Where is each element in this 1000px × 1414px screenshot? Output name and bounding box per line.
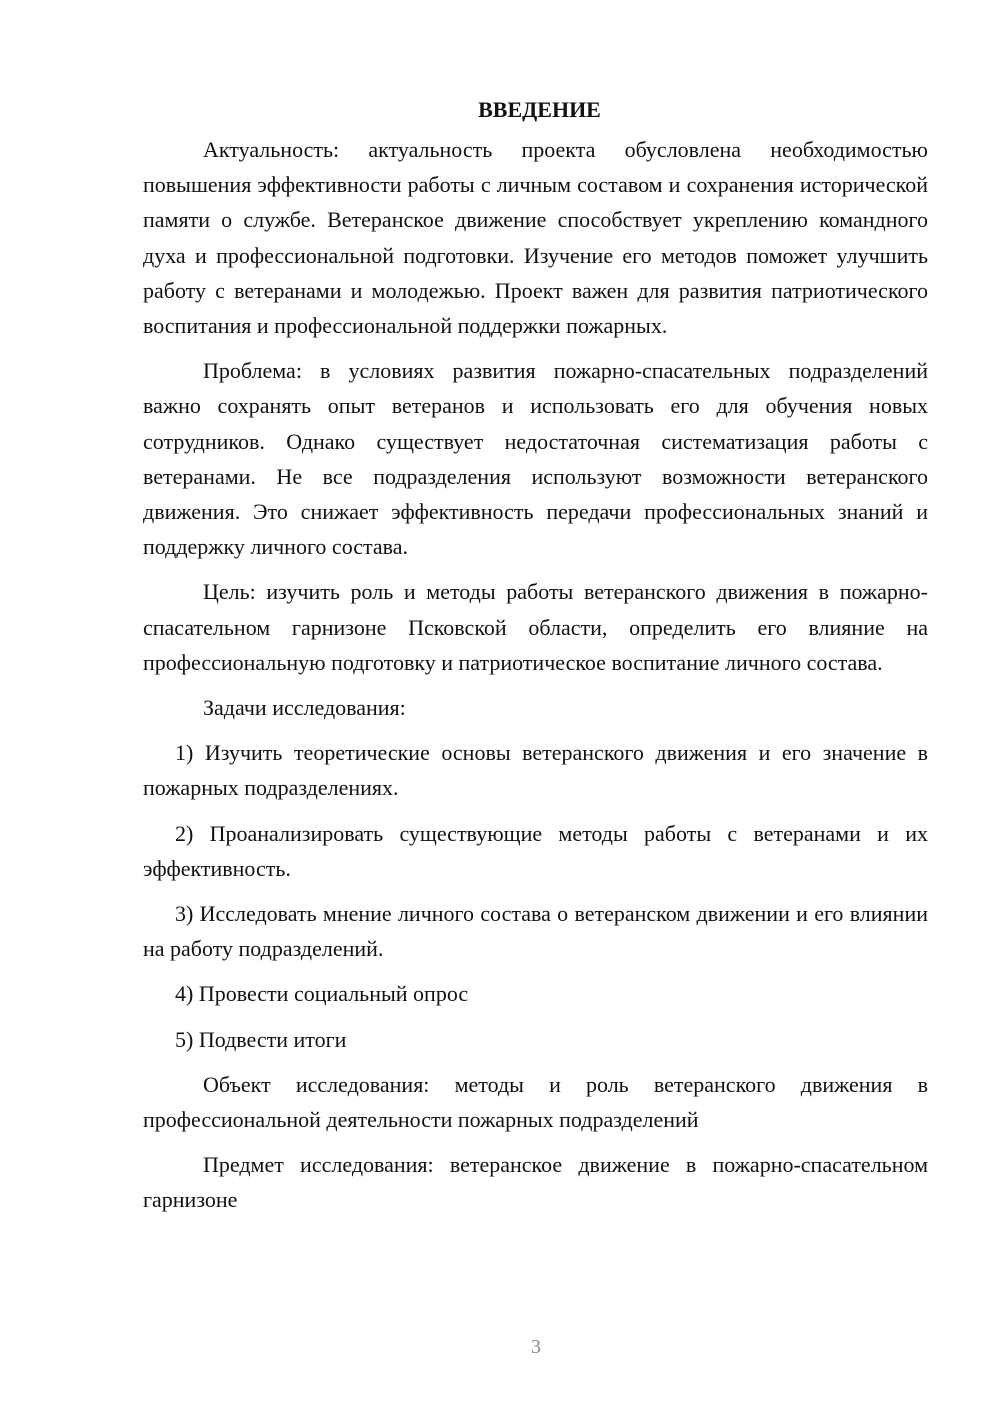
goal-paragraph: Цель: изучить роль и методы работы ветеранского движения в пожарно-спасательном гарнизоне Псковской области, определить его влияние на профессиональную подготовку и патриотическое воспитание личного состава.	[143, 579, 928, 675]
tasks-heading: Задачи исследования:	[203, 695, 406, 721]
task-item-2: 2) Проанализировать существующие методы работы с ветеранами и их эффективность.	[143, 820, 928, 881]
task-item-4: 4) Провести социальный опрос	[175, 981, 469, 1007]
task-item-5: 5) Подвести итоги	[175, 1026, 347, 1052]
page-number: 3	[531, 1336, 541, 1358]
task-item-3: 3) Исследовать мнение личного состава о ветеранском движении и его влиянии на работу подразделений.	[143, 901, 928, 962]
task-item-1: 1) Изучить теоретические основы ветеранского движения и его значение в пожарных подразделениях.	[143, 740, 928, 801]
relevance-paragraph: Актуальность: актуальность проекта обусловлена необходимостью повышения эффективности работы с личным составом и сохранения исторической памяти о службе. Ветеранское движение способствует укреплению командного духа и профессиональной подготовки. Изучение его методов поможет улучшить работу с ветеранами и молодежью. Проект важен для развития патриотического воспитания и профессиональной поддержки пожарных.	[143, 137, 928, 339]
section-title: ВВЕДЕНИЕ	[478, 97, 601, 122]
object-paragraph: Объект исследования: методы и роль ветеранского движения в профессиональной деятельности пожарных подразделений	[143, 1071, 928, 1133]
subject-paragraph: Предмет исследования: ветеранское движение в пожарно-спасательном гарнизоне	[143, 1152, 928, 1213]
problem-paragraph: Проблема: в условиях развития пожарно-спасательных подразделений важно сохранять опыт ветеранов и использовать его для обучения новых сотрудников. Однако существует недостаточная систематизация работы с ветеранами. Не все подразделения используют возможности ветеранского движения. Это снижает эффективность передачи профессиональных знаний и поддержку личного состава.	[143, 358, 928, 560]
document-body	[143, 92, 928, 1218]
